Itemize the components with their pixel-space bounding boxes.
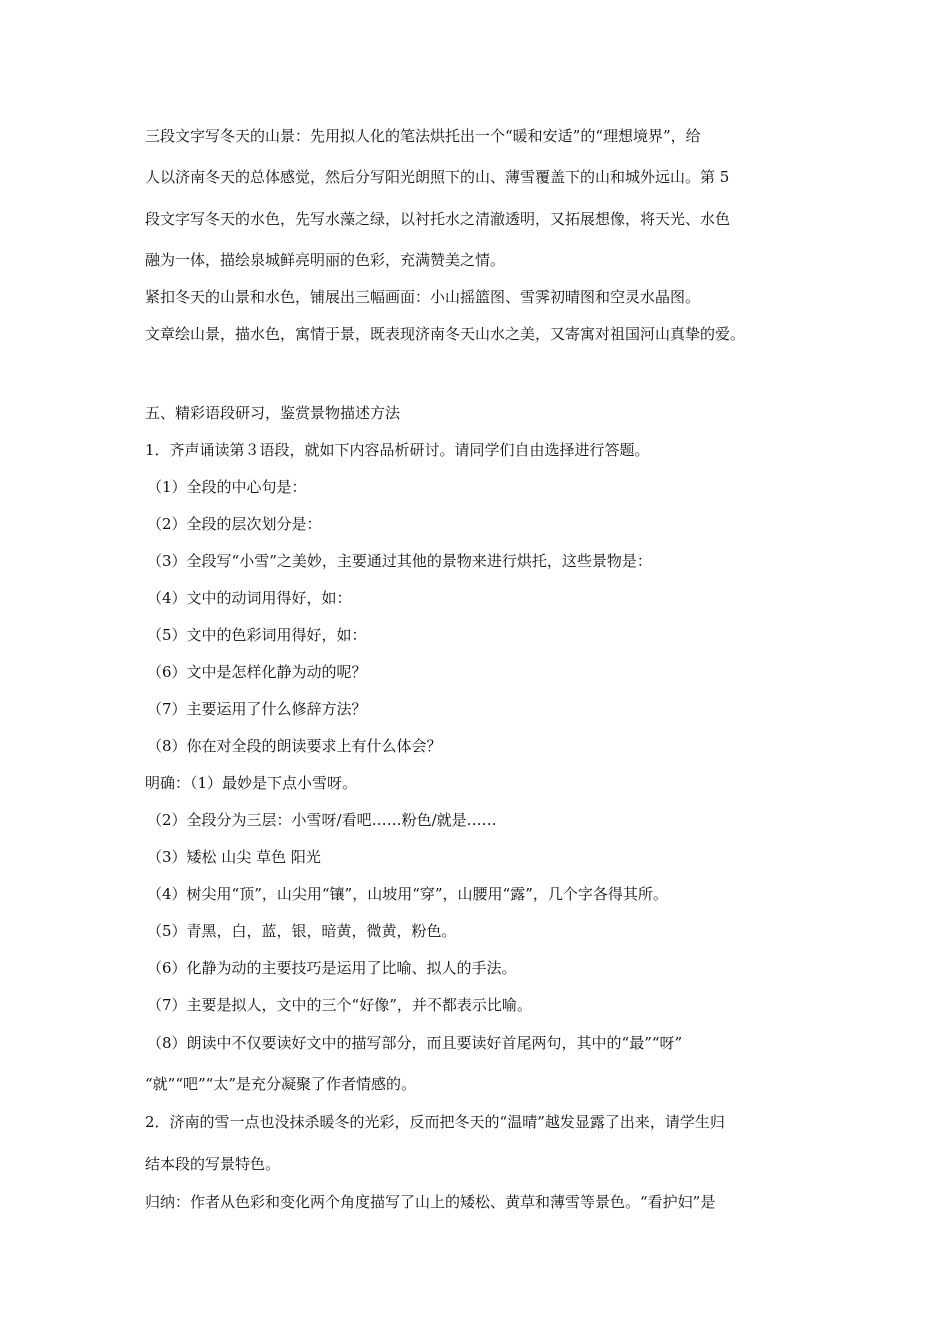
section-heading: 五、精彩语段研习，鉴赏景物描述方法: [145, 404, 401, 422]
answer-item: （5）青黑，白，蓝，银，暗黄，微黄，粉色。: [147, 922, 457, 940]
question-item: （3）全段写“小雪”之美妙，主要通过其他的景物来进行烘托，这些景物是：: [147, 552, 652, 570]
answer-item: （8）朗读中不仅要读好文中的描写部分，而且要读好首尾两句，其中的“最”“呀”: [147, 1034, 683, 1052]
question-item: （8）你在对全段的朗读要求上有什么体会？: [147, 737, 442, 755]
answer-item: （2）全段分为三层：小雪呀/看吧……粉色/就是……: [147, 811, 497, 829]
question-item: （1）全段的中心句是：: [147, 478, 307, 496]
question-item: （4）文中的动词用得好，如：: [147, 589, 352, 607]
answer-item: （7）主要是拟人，文中的三个“好像”，并不都表示比喻。: [147, 996, 532, 1014]
summary-line: 段文字写冬天的水色，先写水藻之绿，以衬托水之清澈透明，又拓展想像，将天光、水色: [145, 210, 731, 228]
summary-line: 紧扣冬天的山景和水色，铺展出三幅画面：小山摇篮图、雪霁初晴图和空灵水晶图。: [145, 288, 701, 306]
question-2-line: 结本段的写景特色。: [145, 1155, 281, 1173]
summary-line: 人以济南冬天的总体感觉，然后分写阳光朗照下的山、薄雪覆盖下的山和城外远山。第 5: [145, 168, 730, 186]
conclusion-line: 归纳：作者从色彩和变化两个角度描写了山上的矮松、黄草和薄雪等景色。“看护妇”是: [145, 1193, 716, 1211]
answer-item: 明确：（1）最妙是下点小雪呀。: [145, 774, 358, 792]
question-1-intro: 1．齐声诵读第３语段，就如下内容品析研讨。请同学们自由选择进行答题。: [145, 441, 650, 459]
answer-item: （3）矮松 山尖 草色 阳光: [147, 848, 321, 866]
question-item: （5）文中的色彩词用得好，如：: [147, 626, 367, 644]
answer-item: “就”“吧”“太”是充分凝聚了作者情感的。: [145, 1075, 417, 1093]
summary-line: 文章绘山景，描水色，寓情于景，既表现济南冬天山水之美，又寄寓对祖国河山真挚的爱。: [145, 325, 746, 343]
summary-line: 三段文字写冬天的山景：先用拟人化的笔法烘托出一个“暖和安适”的“理想境界”，给: [145, 127, 701, 145]
answer-item: （6）化静为动的主要技巧是运用了比喻、拟人的手法。: [147, 959, 517, 977]
answer-item: （4）树尖用“顶”，山尖用“镶”，山坡用“穿”，山腰用“露”，几个字各得其所。: [147, 885, 668, 903]
question-2-line: 2．济南的雪一点也没抹杀暖冬的光彩，反而把冬天的“温晴”越发显露了出来，请学生归: [145, 1113, 725, 1131]
question-item: （7）主要运用了什么修辞方法？: [147, 700, 367, 718]
question-item: （6）文中是怎样化静为动的呢？: [147, 663, 367, 681]
summary-line: 融为一体，描绘泉城鲜亮明丽的色彩，充满赞美之情。: [145, 251, 506, 269]
question-item: （2）全段的层次划分是：: [147, 515, 322, 533]
